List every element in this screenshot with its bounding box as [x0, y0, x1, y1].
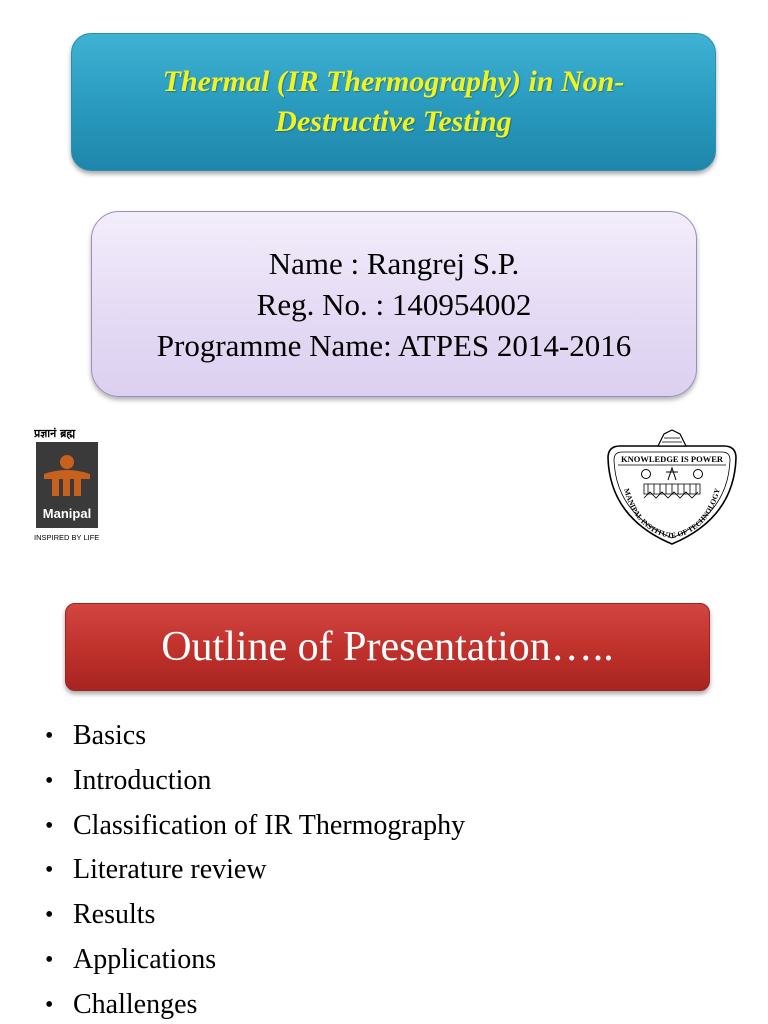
title-banner: [71, 33, 716, 171]
programme-name: Programme Name: ATPES 2014-2016: [156, 327, 632, 363]
bullet-icon: •: [45, 946, 54, 973]
bullet-icon: •: [45, 812, 54, 839]
outline-item: [40, 761, 465, 806]
student-info-box: [91, 211, 697, 397]
manipal-logo-name: Manipal: [42, 506, 92, 521]
outline-item-label: Applications: [73, 943, 217, 975]
title-line-1: Thermal (IR Thermography) in Non-: [162, 65, 625, 98]
outline-list: [40, 716, 465, 1024]
outline-item-label: Results: [73, 899, 156, 931]
outline-item: [40, 716, 465, 761]
manipal-logo-top-text: प्रज्ञानं ब्रह्म: [34, 427, 76, 440]
manipal-logo-tagline: INSPIRED BY LIFE: [34, 533, 100, 542]
outline-title: Outline of Presentation…..: [161, 624, 614, 670]
student-name: Name : Rangrej S.P.: [268, 245, 520, 281]
outline-item-label: Challenges: [73, 988, 198, 1020]
outline-item-label: Literature review: [73, 854, 267, 886]
outline-item-label: Classification of IR Thermography: [73, 809, 466, 841]
manipal-logo: [34, 426, 104, 542]
outline-item: [40, 940, 465, 985]
mit-emblem-name: MANIPAL INSTITUTE OF TECHNOLOGY: [622, 487, 722, 541]
outline-item: [40, 806, 465, 851]
bullet-icon: •: [45, 991, 54, 1018]
outline-item: [40, 895, 465, 940]
bullet-icon: •: [45, 857, 54, 884]
bullet-icon: •: [45, 723, 54, 749]
outline-item-label: Introduction: [73, 764, 212, 796]
outline-item: [40, 850, 465, 895]
outline-banner: [65, 603, 710, 691]
mit-emblem-motto: KNOWLEDGE IS POWER: [620, 454, 724, 464]
manipal-logo-dot: [60, 455, 74, 469]
bullet-icon: •: [45, 902, 54, 929]
mit-emblem: [606, 428, 738, 546]
outline-item: [40, 985, 465, 1024]
outline-item-label: Basics: [73, 720, 147, 751]
bullet-icon: •: [45, 767, 54, 794]
registration-number: Reg. No. : 140954002: [256, 286, 532, 322]
title-line-2: Destructive Testing: [275, 105, 512, 138]
